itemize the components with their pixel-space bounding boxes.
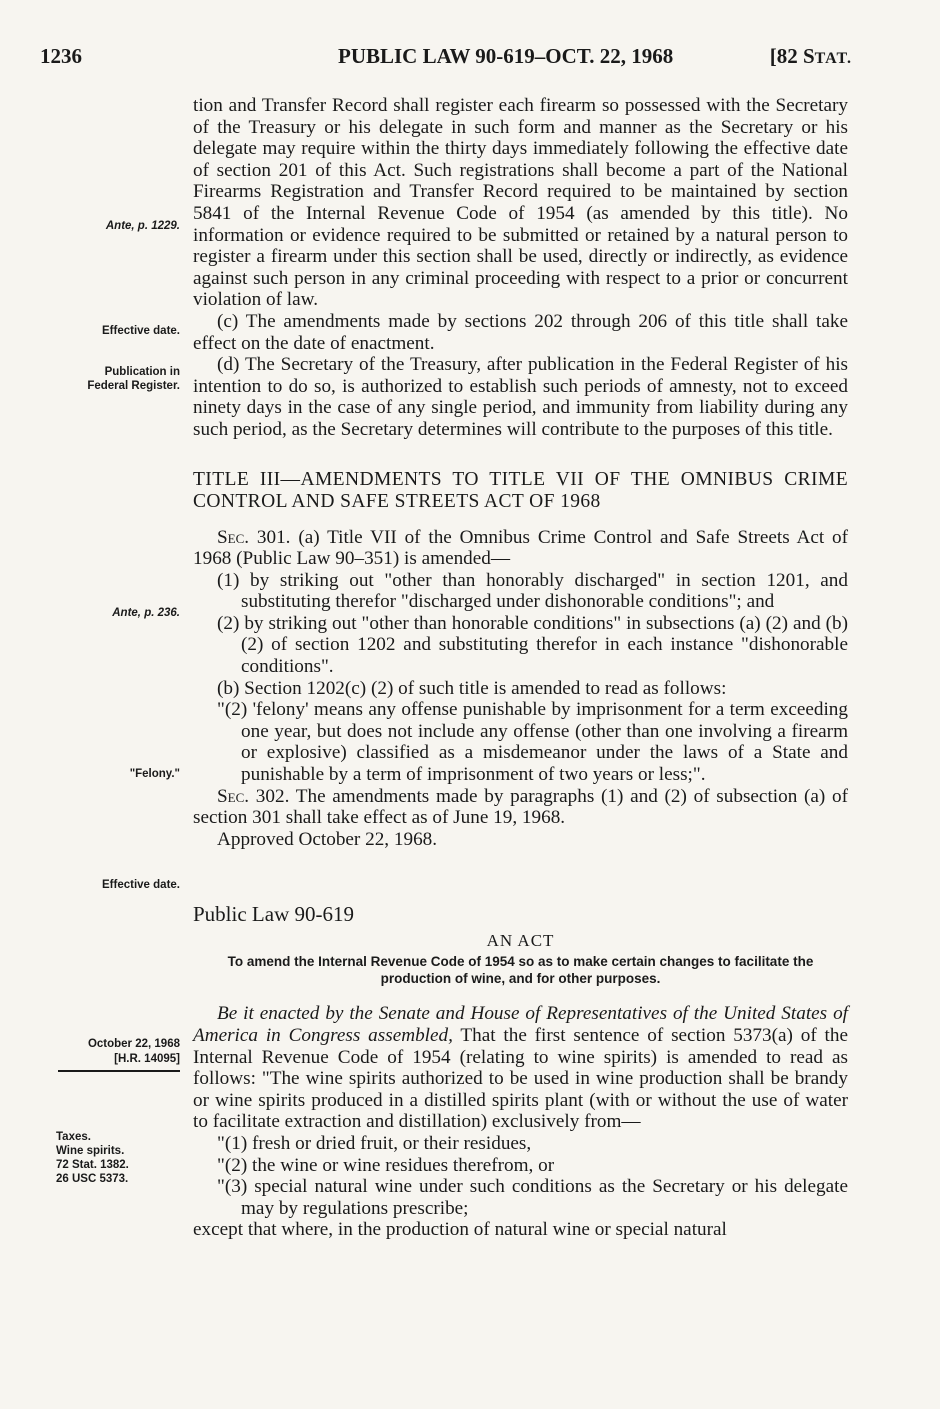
section-302: Sec. 302. The amendments made by paragraphs (1) and (2) of subsection (a) of section 301 shall take effect as of June 19, 1968. [193, 785, 848, 829]
act-purpose: To amend the Internal Revenue Code of 1954 so as to make certain changes to facilitate the production of wine, and for other purposes. [227, 954, 814, 987]
statute-volume: [82 STAT. [769, 44, 852, 68]
page-number: 1236 [40, 44, 82, 68]
sidenote-rule [58, 1070, 180, 1072]
sidenote-ante-1229: Ante, p. 1229. [105, 220, 180, 232]
public-law-heading: Public Law 90-619 [193, 902, 354, 927]
sidenote-effective-date: Effective date. [102, 325, 180, 337]
approved-date: Approved October 22, 1968. [217, 828, 438, 850]
paragraph-registration: tion and Transfer Record shall register each firearm so possessed with the Secretary of the Treasury or his delegate in such form and manner as the Secretary or his delegate may require within the thirty days immediately following the effective date of section 201 of this Act. Such registrations shall become a part of the National Firearms Registration and Transfer Record required to be maintained by section 5841 of the Internal Revenue Code of 1954 (as amended by this title). No information or evidence required to be submitted or retained by a natural person to register a firearm under this section shall be used, directly or indirectly, as evidence against such person in any criminal proceeding with respect to a prior or concurrent violation of law. [193, 95, 848, 311]
section-301-a2: (2) by striking out "other than honorable conditions" in subsections (a) (2) and (b) (2) of section 1202 and substituting therefor in each instance "dishonorable conditions". [217, 612, 848, 678]
sidenote-publication: Publication in Federal Register. [87, 366, 180, 392]
sidenote-effective-date-2: Effective date. [102, 879, 180, 891]
section-301-b: (b) Section 1202(c) (2) of such title is amended to read as follows: [217, 677, 727, 699]
an-act-heading: AN ACT [486, 931, 555, 951]
running-title: PUBLIC LAW 90-619–OCT. 22, 1968 [338, 44, 674, 68]
sidenote-ante-236: Ante, p. 236. [112, 607, 180, 619]
list-item-3: "(3) special natural wine under such conditions as the Secretary or his delegate may by regulations prescribe; [217, 1176, 848, 1219]
paragraph-c: (c) The amendments made by sections 202 through 206 of this title shall take effect on the date of enactment. [193, 310, 848, 354]
section-301-a1: (1) by striking out "other than honorably discharged" in section 1201, and substituting therefor "discharged under dishonorable conditions"; and [217, 569, 848, 613]
page-header [40, 44, 852, 74]
sidenote-felony: "Felony." [129, 768, 180, 780]
sidenote-taxes: Taxes. Wine spirits. 72 Stat. 1382. 26 USC 5373. [56, 1131, 129, 1185]
title-iii-heading: TITLE III—AMENDMENTS TO TITLE VII OF THE OMNIBUS CRIME CONTROL AND SAFE STREETS ACT OF 1968 [193, 468, 848, 512]
list-item-2: "(2) the wine or wine residues therefrom, or [217, 1154, 555, 1176]
section-301-b-quote: "(2) 'felony' means any offense punishable by imprisonment for a term exceeding one year, but does not include any offense (other than one involving a firearm or explosive) classified as a misdemeanor under the laws of a State and punishable by a term of imprisonment of two years or less;". [217, 699, 848, 786]
section-301-a: Sec. 301. (a) Title VII of the Omnibus Crime Control and Safe Streets Act of 1968 (Public Law 90–351) is amended— [193, 526, 848, 570]
list-item-1: "(1) fresh or dried fruit, or their residues, [217, 1132, 532, 1154]
enacting-clause: Be it enacted by the Senate and House of Representatives of the United States of America in Congress assembled, That the first sentence of section 5373(a) of the Internal Revenue Code of 1954 (relating to wine spirits) is amended to read as follows: "The wine spirits authorized to be used in wine production shall be brandy or wine spirits produced in a distilled spirits plant (with or without the use of water to facilitate extraction and distillation) exclusively from— [193, 1003, 848, 1133]
main-text [193, 95, 848, 1241]
except-clause: except that where, in the production of natural wine or special natural [193, 1219, 727, 1241]
sidenote-enactment-date: October 22, 1968 [H.R. 14095] [40, 1037, 180, 1067]
paragraph-d: (d) The Secretary of the Treasury, after publication in the Federal Register of his intention to do so, is authorized to establish such periods of amnesty, not to exceed ninety days in the case of any single period, and immunity from liability during any such period, as the Secretary determines will contribute to the purposes of this title. [193, 354, 848, 440]
